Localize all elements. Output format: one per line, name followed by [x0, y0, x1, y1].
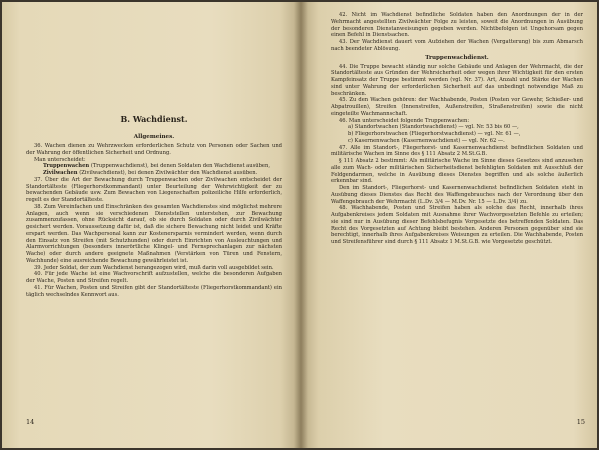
list-text-b: b) Fliegerhorstwachen (Fliegerhorstwachdienst) — vgl. Nr. 61 —,	[348, 131, 521, 137]
paragraph-36: 36. Wachen dienen zu Wehrzwecken erforderlichen Schutz von Personen oder Sachen und der Wahrung der öffentlichen Sicherheit und Ordnung.	[26, 143, 282, 156]
paragraph-43: 43. Der Wachdienst dauert vom Aufziehen der Wachen (Vergatterung) bis zum Abmarsch nach beendeter Ablösung.	[331, 39, 583, 52]
paragraph-39: 39. Jeder Soldat, der zum Wachdienst herangezogen wird, muß darin voll ausgebildet sein.	[34, 264, 274, 271]
paragraph-36-intro: Man unterscheidet:	[34, 156, 86, 163]
list-text-c: c) Kasernenwachen (Kasernenwachdienst) — vgl. Nr. 62 —.	[348, 137, 505, 144]
paragraph-46: 46. Man unterscheidet folgende Truppenwachen:	[339, 117, 470, 124]
paragraph-47-waffengebrauch: Den im Standort-, Fliegerhorst- und Kasernenwachdienst befindlichen Soldaten steht in Ausübung dieses Dienstes das Recht des Waffengebrauches nach der Verordnung über den Waffengebrauch der Wehrmacht (L.Dv. 3/4 — M.Dv. Nr. 15 — L.Dv. 3/4) zu.	[331, 185, 583, 205]
section-title: B. Wachdienst.	[120, 114, 188, 124]
paragraph-41: 41. Für Wachen, Posten und Streifen gibt der Standortälteste (Fliegerhorstkommandant) ein täglich wechselndes Kennwort aus.	[26, 284, 282, 298]
paragraph-48: 48. Wachhabende, Posten und Streifen haben als solche das Recht, innerhalb ihres Aufgabenkreises jedem Soldaten mit Ausnahme ihrer Wachvorgesetzten Befehle zu erteilen; sie sind nur in Ausübung dieser Befehlsbefugnis Vorgesetzte des betreffenden Soldaten. Das Recht des Vorgesetzten auf Achtung bleibt bestehen. Anderen Personen gegenüber sind sie berechtigt, innerhalb ihres Aufgabenkreises Weisungen zu erteilen. Die Wachhabende, Posten und Streifensführer sind durch § 111 Absatz 1 M.St.G.B. wie Vorgesetzte geschützt.	[331, 205, 583, 245]
list-item-b	[331, 131, 583, 138]
right-page-text	[331, 12, 583, 246]
paragraph-47: 47. Alle im Standort-, Fliegerhorst- und Kasernenwachdienst befindlichen Soldaten und militärische Wachen im Sinne des § 111 Absatz 2 M.St.G.B.	[331, 144, 583, 158]
list-text-a: a) Standortwachen (Standortwachdienst) — vgl. Nr. 53 bis 60 —,	[348, 124, 519, 131]
term-truppenwachen: Truppenwachen	[43, 163, 90, 170]
left-page-text	[26, 114, 282, 298]
list-item-truppenwachen	[26, 163, 282, 170]
paragraph-42: 42. Nicht im Wachdienst befindliche Soldaten haben den Anordnungen der in der Wehrmacht angestellten Zivilwächter Folge zu leisten, soweit die Anordnungen in Ausübung der besonderen Dienstanweisungen gegeben werden. Nichtbefolgen ist Ungehorsam gegen einen Befehl in Dienstsachen.	[331, 12, 583, 39]
list-item-c	[331, 138, 583, 145]
paragraph-44: 44. Die Truppe bewacht ständig nur solche Gebäude und Anlagen der Wehrmacht, die der Standortälteste aus Gründen der Wehrsicherheit oder wegen ihrer Wichtigkeit für den ersten Kampfeinsatz der Truppe bestimmt werden (vgl. Nr. 37). Art, Anzahl und Stärke der Wachen sind unter Wahrung der erforderlichen Sicherheit auf das unbedingt notwendige Maß zu beschränken.	[331, 63, 583, 97]
paragraph-47-quote: § 111 Absatz 2 bestimmt: Als militärische Wache im Sinne dieses Gesetzes sind anzusehen alle zum Wach- oder militärischen Sicherheitsdienst befehligten Soldaten mit Ausschluß der Feldgendarmen, welche in Ausübung dieses Dienstes begriffen und als solche äußerlich erkennbar sind.	[331, 158, 583, 185]
subsection-title-truppenwachdienst: Truppenwachdienst.	[425, 54, 489, 61]
term-zivilwachen: Zivilwachen	[43, 170, 78, 176]
left-page	[2, 2, 301, 448]
paragraph-40: 40. Für jede Wache ist eine Wachvorschrift aufzustellen, welche die besonderen Aufgaben der Wache, Posten und Streifen regelt.	[26, 271, 282, 284]
right-page	[301, 2, 597, 448]
book-gutter	[294, 2, 308, 448]
subsection-title-allgemeines: Allgemeines.	[133, 134, 175, 140]
list-text-truppenwachen: (Truppenwachdienst), bei denen Soldaten den Wachdienst ausüben,	[90, 163, 270, 170]
list-item-zivilwachen	[26, 170, 282, 177]
paragraph-45: 45. Zu den Wachen gehören: der Wachhabende, Posten (Posten vor Gewehr, Schießer- und Abpatrouillen), Streifen (Innenstreifen, Außenstreifen, Straßenstreifen) sowie die nicht eingeteilte Wachmannschaft.	[331, 97, 583, 117]
list-item-a	[331, 124, 583, 131]
open-book	[2, 2, 597, 448]
paragraph-38: 38. Zum Vereinfachen und Einschränken des gesamten Wachdienstes sind möglichst mehrere Anlagen, auch wenn sie verschiedenen Dienststellen unterstehen, zur Bewachung zusammenzufassen, ohne Rücksicht darauf, ob sie durch Soldaten oder durch Zivilwächter gesichert werden. Voraussetzung dafür ist, daß die sichere Bewachung nicht leidet und Kräfte erspart werden. Das Wachpersonal kann zur Kostenersparnis vermindert werden, wenn durch den Einsatz von Streifen (mit Schutzhunden) oder durch Einrichten von Ausleuchtungen und Alarmvorrichtungen (besonders innerörtliche Klingel- und Fernsprechanlagen zur nächsten Wache) oder durch andere geeignete Maßnahmen (Verstärken von Türen und Fenstern, Wachhunde) eine ausreichende Bewachung gewährleistet ist.	[26, 203, 282, 264]
page-number-left: 14	[26, 418, 35, 426]
page-number-right: 15	[576, 418, 585, 426]
list-text-zivilwachen: (Zivilwachdienst), bei denen Zivilwächter den Wachdienst ausüben.	[79, 170, 258, 176]
paragraph-37: 37. Über die Art der Bewachung durch Truppenwachen oder Zivilwachen entscheidet der Standortälteste (Fliegerhorstkommandant) unter Beurteilung der Wehrwichtigkeit der zu bewachenden Gebäude usw. Zum Bewachen von Liegenschaften polizeiliche Hilfe erforderlich, regelt es der Standortälteste.	[26, 176, 282, 203]
